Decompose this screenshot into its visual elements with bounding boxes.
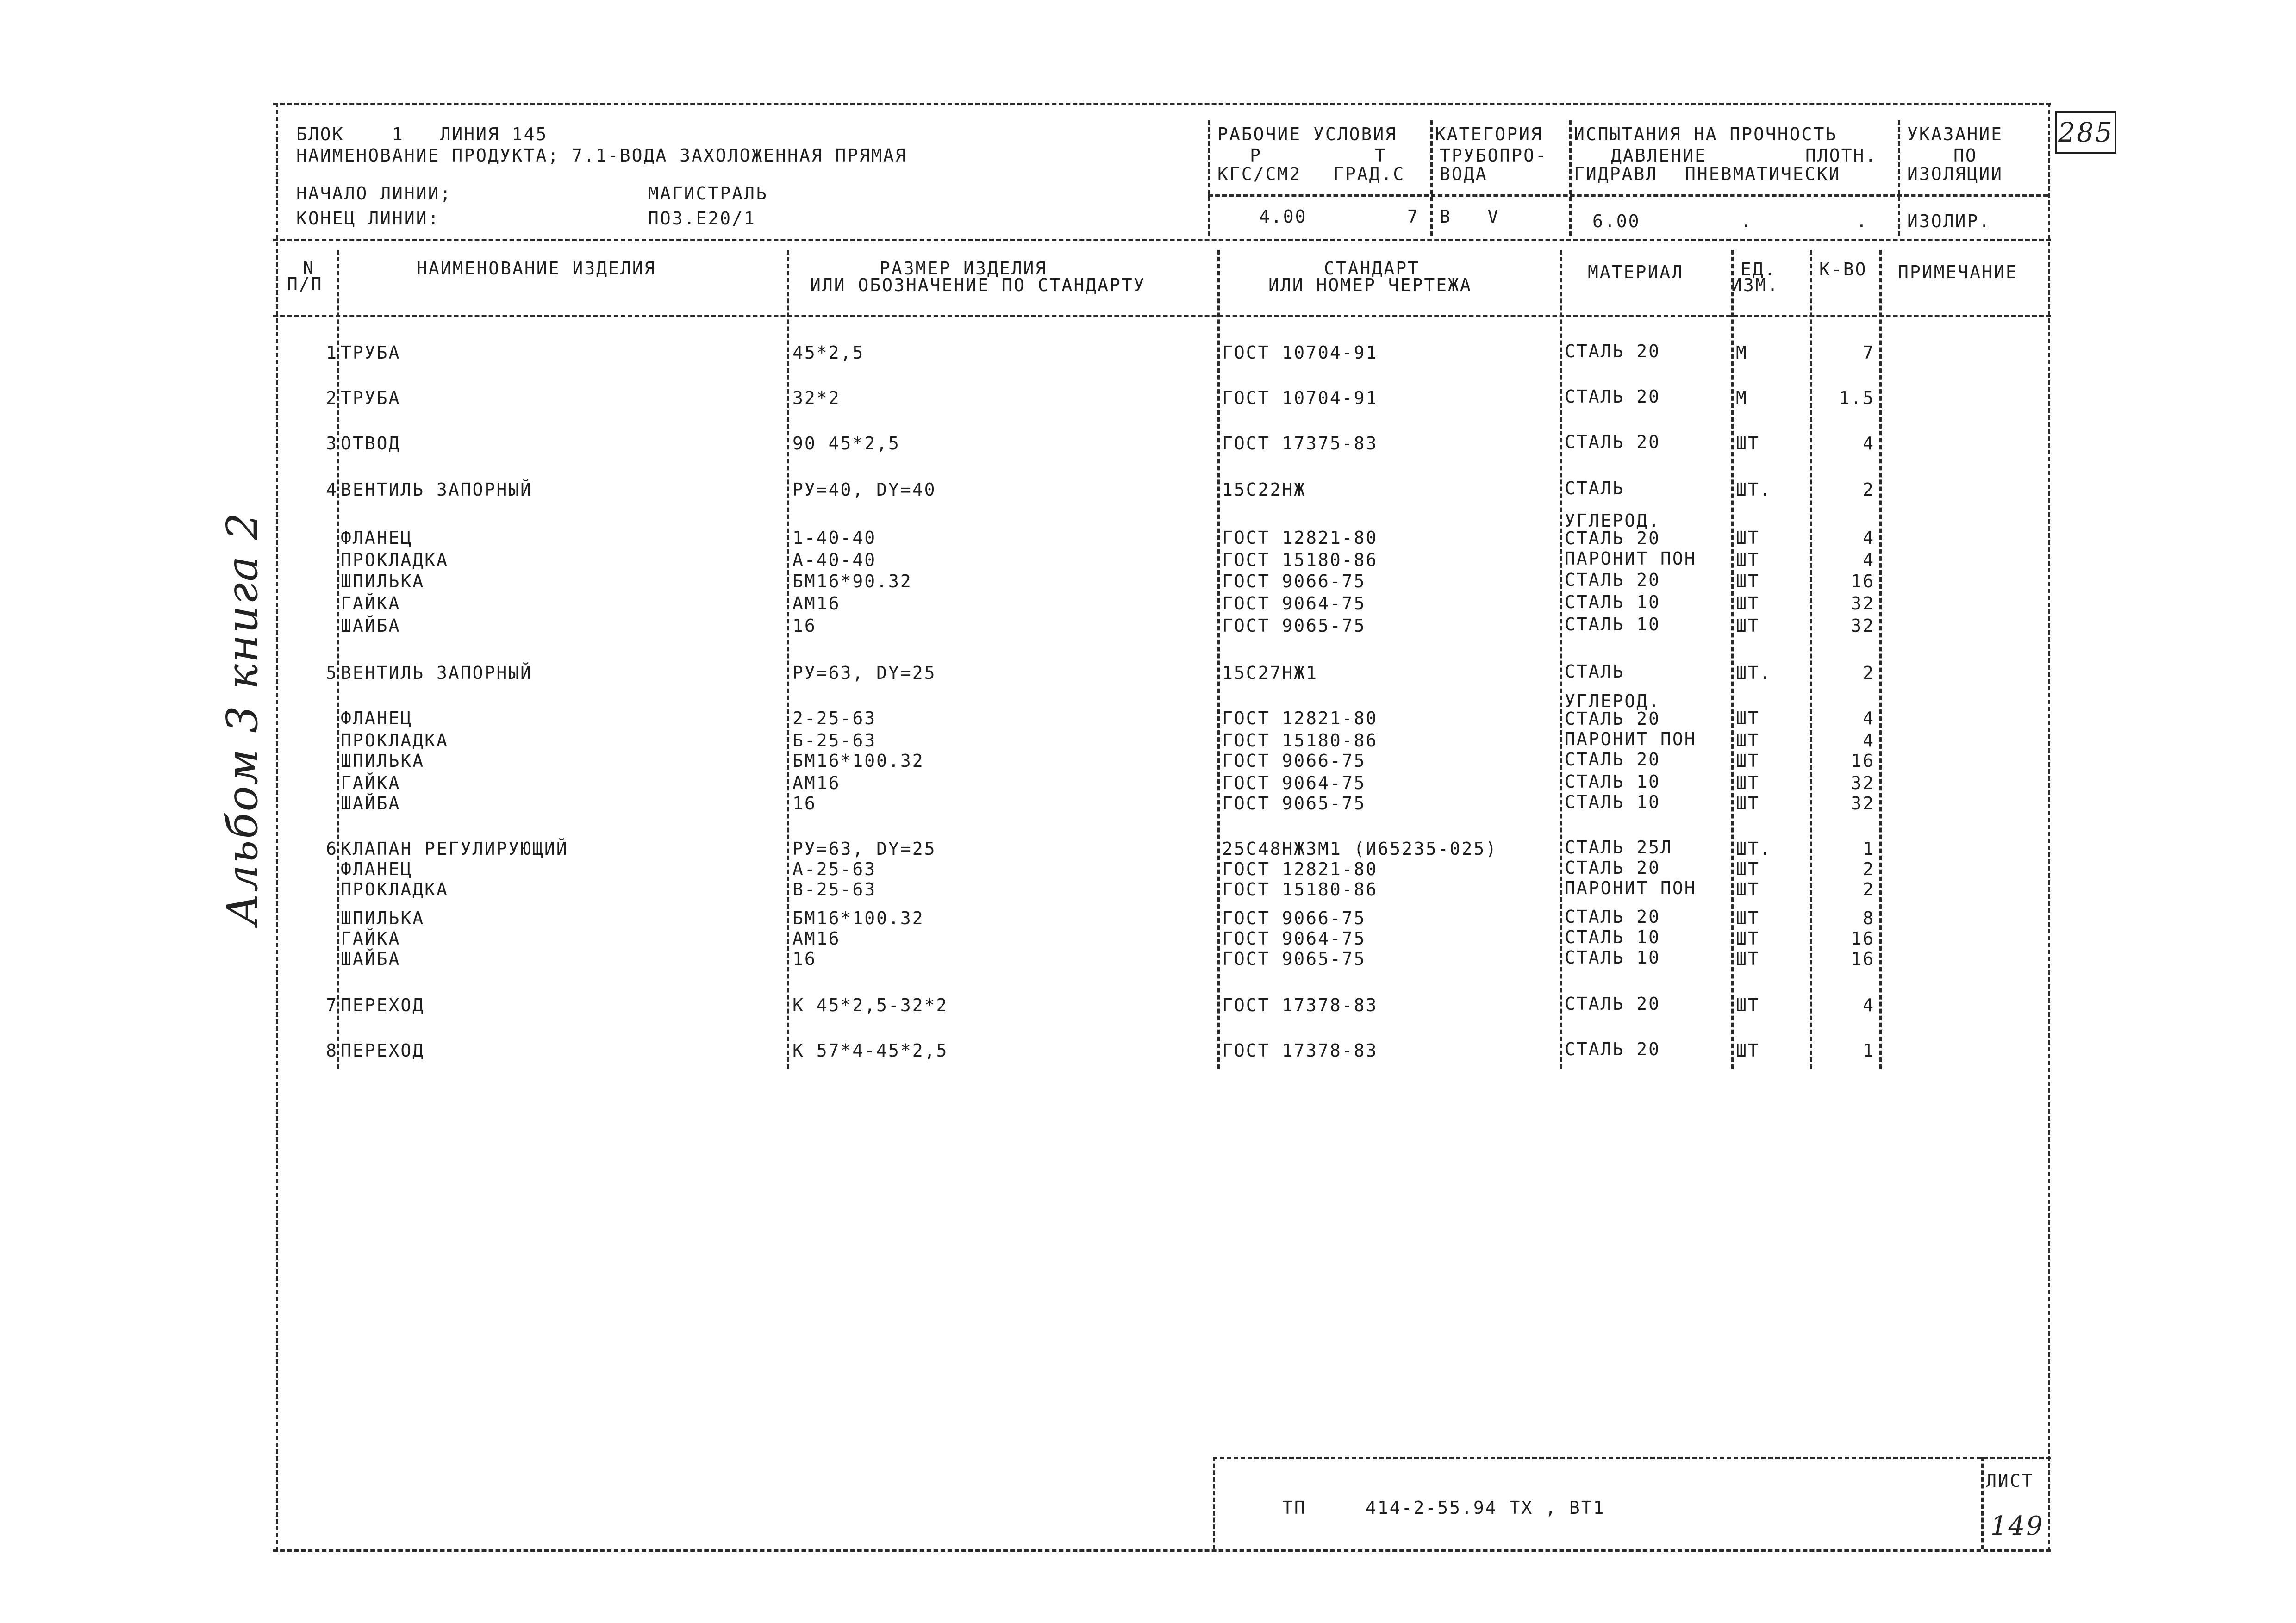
cell-name: ГАЙКА bbox=[341, 773, 401, 793]
cell-name: ФЛАНЕЦ bbox=[341, 708, 413, 728]
cell-material: СТАЛЬ 20 bbox=[1565, 570, 1661, 590]
cell-size: Б-25-63 bbox=[792, 730, 877, 751]
cell-qty: 2 bbox=[1863, 859, 1875, 879]
category-heading-3: ВОДА bbox=[1440, 164, 1488, 184]
cell-name: ПРОКЛАДКА bbox=[341, 550, 449, 570]
col-material: МАТЕРИАЛ bbox=[1588, 262, 1684, 282]
footer-sheet-number: 149 bbox=[1990, 1511, 2044, 1541]
density-heading: ПЛОТН. bbox=[1805, 145, 1878, 166]
cell-material: СТАЛЬ 20 bbox=[1565, 749, 1661, 770]
line-start-label: НАЧАЛО ЛИНИИ; bbox=[296, 183, 452, 204]
col-name: НАИМЕНОВАНИЕ ИЗДЕЛИЯ bbox=[417, 258, 656, 279]
cell-name: ПЕРЕХОД bbox=[341, 995, 425, 1015]
pressure-heading: ДАВЛЕНИЕ bbox=[1611, 145, 1707, 166]
footer-code: 414-2-55.94 ТХ , ВТ1 bbox=[1366, 1498, 1605, 1518]
product-name: НАИМЕНОВАНИЕ ПРОДУКТА; 7.1-ВОДА ЗАХОЛОЖЕННАЯ ПРЯМАЯ bbox=[296, 145, 907, 166]
cell-material: СТАЛЬ 10 bbox=[1565, 771, 1661, 792]
frame-right bbox=[2048, 103, 2050, 1551]
cell-qty: 4 bbox=[1863, 550, 1875, 570]
cell-standard: ГОСТ 12821-80 bbox=[1222, 859, 1378, 879]
cell-size: РУ=63, DY=25 bbox=[792, 663, 936, 683]
cell-material: СТАЛЬ 10 bbox=[1565, 792, 1661, 812]
cell-material: ПАРОНИТ ПОН bbox=[1565, 878, 1697, 898]
cell-name: ШПИЛЬКА bbox=[341, 908, 425, 928]
cell-qty: 4 bbox=[1863, 528, 1875, 548]
insulation-heading-3: ИЗОЛЯЦИИ bbox=[1907, 164, 2003, 184]
cell-material: СТАЛЬ bbox=[1565, 661, 1625, 682]
cell-standard: ГОСТ 17378-83 bbox=[1222, 995, 1378, 1015]
conditions-values-rule bbox=[1208, 194, 2048, 197]
cell-size: 1-40-40 bbox=[792, 528, 877, 548]
cell-standard: ГОСТ 15180-86 bbox=[1222, 730, 1378, 751]
cell-standard: ГОСТ 15180-86 bbox=[1222, 550, 1378, 570]
page-stamp: 285 bbox=[2055, 111, 2116, 154]
cell-size: К 45*2,5-32*2 bbox=[792, 995, 948, 1015]
category-heading-2: ТРУБОПРО- bbox=[1440, 145, 1547, 166]
cell-name: ШАЙБА bbox=[341, 949, 401, 969]
cell-unit: ШТ bbox=[1736, 879, 1760, 900]
footer-top-rule bbox=[1213, 1457, 2051, 1459]
divider-num bbox=[337, 250, 339, 1069]
footer-sheet-rule bbox=[1981, 1457, 1984, 1549]
frame-top bbox=[273, 103, 2051, 105]
cell-size: РУ=40, DY=40 bbox=[792, 479, 936, 500]
col-num-1: N bbox=[303, 257, 315, 278]
cell-unit: ШТ. bbox=[1736, 663, 1772, 683]
t-label: Т bbox=[1375, 145, 1387, 166]
cell-standard: ГОСТ 10704-91 bbox=[1222, 388, 1378, 408]
cell-qty: 2 bbox=[1863, 663, 1875, 683]
col-standard-1: СТАНДАРТ bbox=[1324, 258, 1420, 279]
cell-unit: ШТ bbox=[1736, 616, 1760, 636]
cell-size: А-40-40 bbox=[792, 550, 877, 570]
cell-standard: ГОСТ 17378-83 bbox=[1222, 1040, 1378, 1061]
cell-qty: 1 bbox=[1863, 1040, 1875, 1061]
cell-material: СТАЛЬ 20 bbox=[1565, 907, 1661, 927]
cell-name: ШПИЛЬКА bbox=[341, 751, 425, 771]
cell-material: СТАЛЬ 20 bbox=[1565, 1039, 1661, 1059]
tests-heading: ИСПЫТАНИЯ НА ПРОЧНОСТЬ bbox=[1574, 124, 1838, 144]
col-size-2: ИЛИ ОБОЗНАЧЕНИЕ ПО СТАНДАРТУ bbox=[810, 275, 1146, 295]
cell-standard: ГОСТ 9064-75 bbox=[1222, 593, 1366, 614]
cell-name: ШПИЛЬКА bbox=[341, 571, 425, 591]
cell-unit: ШТ bbox=[1736, 593, 1760, 614]
cell-name: ФЛАНЕЦ bbox=[341, 528, 413, 548]
line-end-value: ПОЗ.Е20/1 bbox=[648, 208, 756, 229]
cell-name: ВЕНТИЛЬ ЗАПОРНЫЙ bbox=[341, 663, 533, 683]
cell-standard: ГОСТ 10704-91 bbox=[1222, 342, 1378, 363]
cell-material: СТАЛЬ 20 bbox=[1565, 858, 1661, 878]
cell-standard: ГОСТ 9066-75 bbox=[1222, 908, 1366, 928]
col-unit-2: ИЗМ. bbox=[1731, 275, 1779, 295]
cell-unit: ШТ bbox=[1736, 928, 1760, 949]
cell-standard: ГОСТ 9064-75 bbox=[1222, 928, 1366, 949]
cell-standard: ГОСТ 9064-75 bbox=[1222, 773, 1366, 793]
cell-name: ГАЙКА bbox=[341, 593, 401, 614]
cell-qty: 1.5 bbox=[1839, 388, 1875, 408]
p-unit: КГС/СМ2 bbox=[1217, 164, 1302, 184]
cell-material: СТАЛЬ 20 bbox=[1565, 994, 1661, 1014]
col-unit-1: ЕД. bbox=[1741, 259, 1777, 280]
cell-qty: 16 bbox=[1851, 928, 1875, 949]
cell-size: БМ16*100.32 bbox=[792, 751, 924, 771]
hydraulic-heading: ГИДРАВЛ bbox=[1574, 164, 1658, 184]
cell-num: 2 bbox=[326, 388, 338, 408]
cell-size: 32*2 bbox=[792, 388, 841, 408]
divider-qty bbox=[1879, 250, 1882, 1069]
cell-name: ВЕНТИЛЬ ЗАПОРНЫЙ bbox=[341, 479, 533, 500]
cell-size: 16 bbox=[792, 793, 817, 814]
cell-num: 1 bbox=[326, 342, 338, 363]
cell-unit: ШТ bbox=[1736, 751, 1760, 771]
cell-material: СТАЛЬ 10 bbox=[1565, 614, 1661, 634]
cell-unit: ШТ bbox=[1736, 571, 1760, 591]
cell-material: СТАЛЬ 10 bbox=[1565, 927, 1661, 947]
cell-standard: ГОСТ 17375-83 bbox=[1222, 433, 1378, 454]
frame-left bbox=[276, 103, 278, 1551]
cell-qty: 2 bbox=[1863, 479, 1875, 500]
cell-qty: 2 bbox=[1863, 879, 1875, 900]
cell-num: 5 bbox=[326, 663, 338, 683]
footer-sheet-label: ЛИСТ bbox=[1986, 1471, 2034, 1491]
cell-material: СТАЛЬ 20 bbox=[1565, 386, 1661, 407]
divider-material bbox=[1731, 250, 1734, 1069]
cell-unit: ШТ bbox=[1736, 550, 1760, 570]
cell-size: БМ16*100.32 bbox=[792, 908, 924, 928]
divider-size bbox=[1217, 250, 1220, 1069]
cell-qty: 32 bbox=[1851, 616, 1875, 636]
cell-qty: 4 bbox=[1863, 433, 1875, 454]
t-value: 7 bbox=[1407, 206, 1419, 227]
cell-unit: ШТ bbox=[1736, 793, 1760, 814]
cell-unit: ШТ bbox=[1736, 773, 1760, 793]
cell-material: СТАЛЬ 10 bbox=[1565, 947, 1661, 968]
cell-size: К 57*4-45*2,5 bbox=[792, 1040, 948, 1061]
cell-size: 90 45*2,5 bbox=[792, 433, 900, 454]
cell-num: 8 bbox=[326, 1040, 338, 1061]
cell-name: ПРОКЛАДКА bbox=[341, 879, 449, 900]
cell-standard: 15С22НЖ bbox=[1222, 479, 1306, 500]
density-value: . bbox=[1856, 211, 1868, 231]
cell-standard: ГОСТ 9066-75 bbox=[1222, 571, 1366, 591]
cell-qty: 16 bbox=[1851, 949, 1875, 969]
cell-size: АМ16 bbox=[792, 593, 841, 614]
category-value: В V bbox=[1440, 206, 1500, 227]
cell-size: А-25-63 bbox=[792, 859, 877, 879]
cell-standard: ГОСТ 12821-80 bbox=[1222, 708, 1378, 728]
t-unit: ГРАД.С bbox=[1333, 164, 1405, 184]
cell-qty: 4 bbox=[1863, 995, 1875, 1015]
cell-unit: ШТ bbox=[1736, 528, 1760, 548]
cell-unit: ШТ bbox=[1736, 730, 1760, 751]
cell-num: 3 bbox=[326, 433, 338, 454]
frame-bottom bbox=[273, 1549, 2051, 1552]
cell-unit: ШТ bbox=[1736, 433, 1760, 454]
cell-unit: ШТ bbox=[1736, 995, 1760, 1015]
cell-material: УГЛЕРОД. СТАЛЬ 20 bbox=[1565, 510, 1661, 548]
cell-standard: ГОСТ 9065-75 bbox=[1222, 793, 1366, 814]
cell-size: В-25-63 bbox=[792, 879, 877, 900]
cell-name: ГАЙКА bbox=[341, 928, 401, 949]
cell-name: ОТВОД bbox=[341, 433, 401, 454]
cell-unit: ШТ bbox=[1736, 1040, 1760, 1061]
divider-name bbox=[787, 250, 789, 1069]
cell-unit: М bbox=[1736, 342, 1748, 363]
cell-qty: 7 bbox=[1863, 342, 1875, 363]
cell-num: 4 bbox=[326, 479, 338, 500]
cell-standard: ГОСТ 9066-75 bbox=[1222, 751, 1366, 771]
cell-size: 2-25-63 bbox=[792, 708, 877, 728]
cell-standard: ГОСТ 9065-75 bbox=[1222, 616, 1366, 636]
cell-qty: 4 bbox=[1863, 730, 1875, 751]
p-value: 4.00 bbox=[1259, 206, 1307, 227]
col-num-2: П/П bbox=[287, 274, 323, 294]
cell-standard: ГОСТ 9065-75 bbox=[1222, 949, 1366, 969]
tests-divider bbox=[1898, 120, 1900, 236]
cell-material: СТАЛЬ 20 bbox=[1565, 432, 1661, 452]
cell-qty: 32 bbox=[1851, 773, 1875, 793]
cell-name: ПЕРЕХОД bbox=[341, 1040, 425, 1061]
category-heading: КАТЕГОРИЯ bbox=[1435, 124, 1543, 144]
divider-standard bbox=[1560, 250, 1562, 1069]
cell-standard: 25С48НЖ3М1 (И65235-025) bbox=[1222, 839, 1498, 859]
cell-name: ТРУБА bbox=[341, 388, 401, 408]
pneumatic-value: . bbox=[1741, 211, 1753, 231]
cell-unit: ШТ bbox=[1736, 859, 1760, 879]
cell-size: БМ16*90.32 bbox=[792, 571, 912, 591]
col-note: ПРИМЕЧАНИЕ bbox=[1898, 262, 2018, 282]
cell-name: ПРОКЛАДКА bbox=[341, 730, 449, 751]
cell-standard: ГОСТ 15180-86 bbox=[1222, 879, 1378, 900]
p-label: Р bbox=[1250, 145, 1262, 166]
cell-num: 6 bbox=[326, 839, 338, 859]
cell-material: СТАЛЬ bbox=[1565, 478, 1625, 498]
cell-name: ШАЙБА bbox=[341, 616, 401, 636]
cell-size: 45*2,5 bbox=[792, 342, 865, 363]
columns-bottom-rule bbox=[273, 315, 2051, 317]
block-line-label: БЛОК 1 ЛИНИЯ 145 bbox=[296, 124, 548, 144]
cell-material: СТАЛЬ 20 bbox=[1565, 341, 1661, 361]
cell-name: КЛАПАН РЕГУЛИРУЮЩИЙ bbox=[341, 839, 568, 859]
header-divider bbox=[1208, 120, 1210, 236]
cell-qty: 8 bbox=[1863, 908, 1875, 928]
cell-qty: 1 bbox=[1863, 839, 1875, 859]
divider-unit bbox=[1810, 250, 1812, 1069]
footer-tp: ТП bbox=[1282, 1498, 1306, 1518]
cell-unit: ШТ bbox=[1736, 908, 1760, 928]
cell-unit: ШТ bbox=[1736, 708, 1760, 728]
category-divider bbox=[1569, 120, 1572, 236]
cell-qty: 16 bbox=[1851, 571, 1875, 591]
conditions-divider bbox=[1430, 120, 1433, 236]
cell-material: ПАРОНИТ ПОН bbox=[1565, 729, 1697, 749]
cell-standard: ГОСТ 12821-80 bbox=[1222, 528, 1378, 548]
cell-name: ШАЙБА bbox=[341, 793, 401, 814]
cell-material: УГЛЕРОД. СТАЛЬ 20 bbox=[1565, 691, 1661, 729]
cell-material: ПАРОНИТ ПОН bbox=[1565, 548, 1697, 569]
cell-unit: ШТ. bbox=[1736, 479, 1772, 500]
cell-standard: 15С27НЖ1 bbox=[1222, 663, 1318, 683]
insulation-heading-2: ПО bbox=[1953, 145, 1978, 166]
cell-qty: 16 bbox=[1851, 751, 1875, 771]
cell-name: ТРУБА bbox=[341, 342, 401, 363]
cell-num: 7 bbox=[326, 995, 338, 1015]
cell-size: АМ16 bbox=[792, 928, 841, 949]
col-qty: К-ВО bbox=[1819, 259, 1867, 280]
cell-size: АМ16 bbox=[792, 773, 841, 793]
cell-qty: 32 bbox=[1851, 793, 1875, 814]
header-bottom-rule bbox=[273, 239, 2051, 241]
line-start-value: МАГИСТРАЛЬ bbox=[648, 183, 768, 204]
col-size-1: РАЗМЕР ИЗДЕЛИЯ bbox=[880, 258, 1048, 279]
cell-unit: ШТ bbox=[1736, 949, 1760, 969]
line-end-label: КОНЕЦ ЛИНИИ: bbox=[296, 208, 440, 229]
working-conditions-heading: РАБОЧИЕ УСЛОВИЯ bbox=[1217, 124, 1398, 144]
cell-qty: 4 bbox=[1863, 708, 1875, 728]
cell-size: РУ=63, DY=25 bbox=[792, 839, 936, 859]
cell-size: 16 bbox=[792, 949, 817, 969]
album-book-note: Альбом 3 книга 2 bbox=[218, 511, 267, 926]
hydraulic-value: 6.00 bbox=[1592, 211, 1641, 231]
cell-material: СТАЛЬ 10 bbox=[1565, 592, 1661, 612]
cell-size: 16 bbox=[792, 616, 817, 636]
col-standard-2: ИЛИ НОМЕР ЧЕРТЕЖА bbox=[1268, 275, 1472, 295]
cell-qty: 32 bbox=[1851, 593, 1875, 614]
cell-unit: ШТ. bbox=[1736, 839, 1772, 859]
cell-name: ФЛАНЕЦ bbox=[341, 859, 413, 879]
insulation-value: ИЗОЛИР. bbox=[1907, 211, 1991, 231]
footer-left-rule bbox=[1213, 1457, 1215, 1549]
cell-material: СТАЛЬ 25Л bbox=[1565, 837, 1672, 858]
cell-unit: М bbox=[1736, 388, 1748, 408]
insulation-heading-1: УКАЗАНИЕ bbox=[1907, 124, 2003, 144]
pneumatic-heading: ПНЕВМАТИЧЕСКИ bbox=[1685, 164, 1841, 184]
